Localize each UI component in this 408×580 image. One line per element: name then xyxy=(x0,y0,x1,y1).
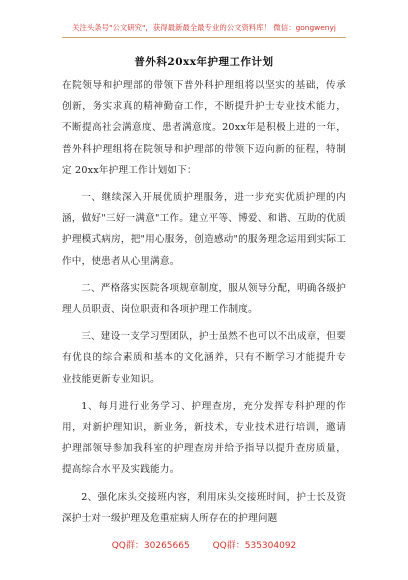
paragraph-item-2: 二、严格落实医院各项规章制度，服从领导分配，明确各级护理人员职责、岗位职责和各项护理工作制度。 xyxy=(62,282,346,316)
paragraph-subitem-2: 2、强化床头交接班内容，利用床头交接班时间，护士长及资深护士对一级护理及危重症病人所存在的护理问题 xyxy=(62,491,346,524)
document-title: 普外科20xx年护理工作计划 xyxy=(134,56,274,68)
footer-qq-group-1: QQ群：30265665 xyxy=(111,541,190,551)
footer-contacts xyxy=(0,538,408,551)
footer-qq-group-2: QQ群：535304092 xyxy=(212,541,297,551)
paragraph-intro: 在院领导和护理部的带领下普外科护理组将以坚实的基础，传承创新，务实求真的精神勤奋工作，不断提升护士专业技术能力，不断提高社会满意度、患者满意度。20xx年是积极上进的一年，普外科护理组将在院领导和护理部的带领下迈向新的征程，特制定 20xx年护理工作计划如下： xyxy=(62,80,346,176)
header-banner: 关注头条号"公文研究"，获得最新最全最专业的公文资料库！ 微信：gongwenyj xyxy=(72,23,336,32)
header-divider xyxy=(62,37,346,38)
paragraph-item-1: 一、继续深入开展优质护理服务，进一步充实优质护理的内涵，做好"三好一满意"工作。建立平等、博爱、和谐、互助的优质护理模式病房，把"用心服务，创造感动"的服务理念运用到实际工作中，使患者从心里满意。 xyxy=(62,192,346,267)
paragraph-subitem-1: 1、每月进行业务学习、护理查房，充分发挥专科护理的作用，对新护理知识，新业务，新技术，专业技术进行培训，邀请护理部领导参加我科室的护理查房并给予指导以提升查房质量，提高综合水平及实践能力。 xyxy=(62,400,346,476)
document-body xyxy=(62,75,346,535)
paragraph-item-3: 三、建设一支学习型团队，护士虽然不也可以不出成章，但要有优良的综合素质和基本的文化涵养，只有不断学习才能提升专业技能更新专业知识。 xyxy=(62,331,346,385)
